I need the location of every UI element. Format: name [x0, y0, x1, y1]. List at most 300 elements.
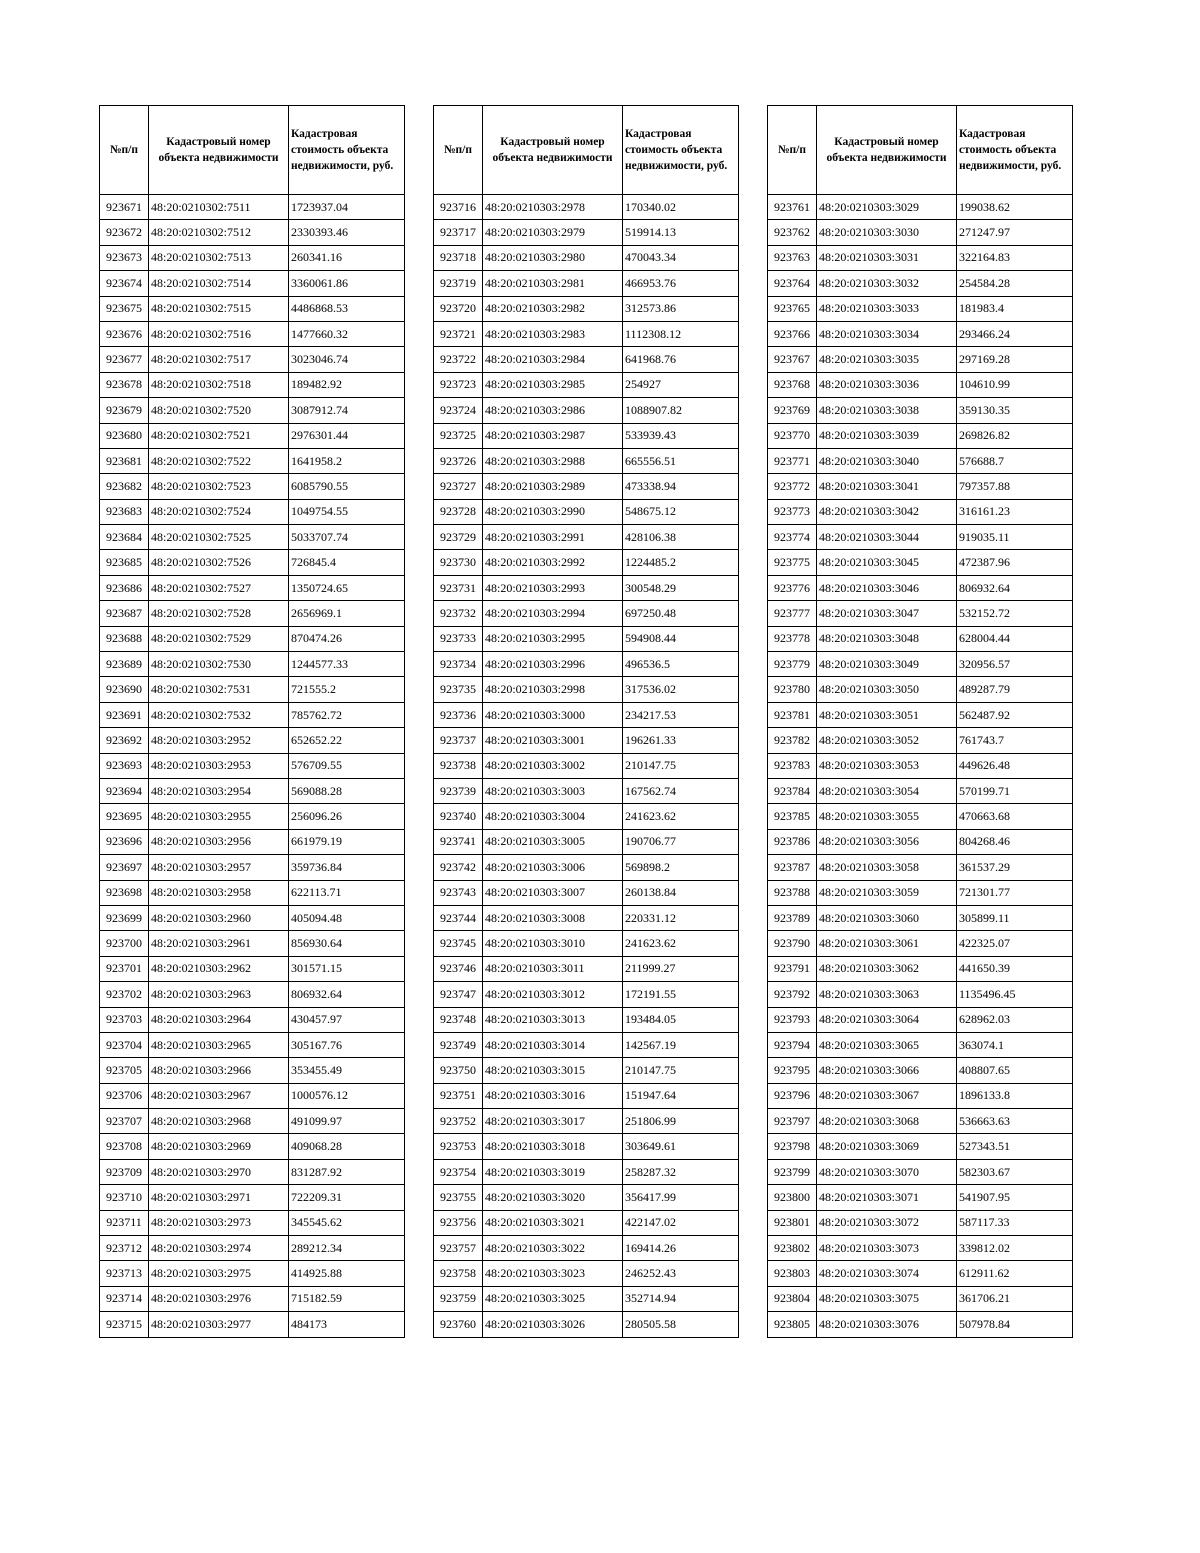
- cell-cadastral-number: 48:20:0210303:3006: [483, 855, 623, 880]
- cell-cadastral-value: 697250.48: [623, 601, 739, 626]
- cell-cadastral-value: 312573.86: [623, 296, 739, 321]
- table-row: [100, 448, 405, 473]
- cell-cadastral-number: 48:20:0210303:3029: [817, 195, 957, 220]
- cell-row-number: 923702: [100, 982, 149, 1007]
- table-header-row: [434, 106, 739, 195]
- cell-cadastral-value: 721555.2: [289, 677, 405, 702]
- cell-row-number: 923778: [768, 626, 817, 651]
- cell-cadastral-number: 48:20:0210303:3004: [483, 804, 623, 829]
- cell-row-number: 923733: [434, 626, 483, 651]
- cell-row-number: 923781: [768, 702, 817, 727]
- cell-cadastral-number: 48:20:0210303:3063: [817, 982, 957, 1007]
- cell-cadastral-value: 570199.71: [957, 778, 1073, 803]
- cell-row-number: 923711: [100, 1210, 149, 1235]
- cell-row-number: 923746: [434, 956, 483, 981]
- table-header-row: [768, 106, 1073, 195]
- cell-row-number: 923717: [434, 220, 483, 245]
- cell-cadastral-number: 48:20:0210303:2964: [149, 1007, 289, 1032]
- cell-row-number: 923759: [434, 1286, 483, 1311]
- table-row: [434, 296, 739, 321]
- table-row: [100, 245, 405, 270]
- col-header-number: №п/п: [768, 106, 817, 195]
- cell-cadastral-number: 48:20:0210302:7527: [149, 575, 289, 600]
- table-row: [768, 652, 1073, 677]
- cell-cadastral-value: 761743.7: [957, 728, 1073, 753]
- cell-row-number: 923776: [768, 575, 817, 600]
- cell-cadastral-value: 405094.48: [289, 905, 405, 930]
- cell-cadastral-number: 48:20:0210303:2982: [483, 296, 623, 321]
- cell-row-number: 923757: [434, 1236, 483, 1261]
- cell-cadastral-value: 151947.64: [623, 1083, 739, 1108]
- cell-cadastral-number: 48:20:0210303:3062: [817, 956, 957, 981]
- table-row: [100, 652, 405, 677]
- table-row: [768, 423, 1073, 448]
- cell-cadastral-value: 726845.4: [289, 550, 405, 575]
- table-row: [434, 1032, 739, 1057]
- table-row: [768, 1185, 1073, 1210]
- cell-cadastral-value: 491099.97: [289, 1109, 405, 1134]
- cell-cadastral-number: 48:20:0210303:3033: [817, 296, 957, 321]
- cell-cadastral-number: 48:20:0210303:2978: [483, 195, 623, 220]
- cell-cadastral-value: 167562.74: [623, 778, 739, 803]
- col-header-cadastral-value: Кадастровая стоимость объекта недвижимости, руб.: [623, 106, 739, 195]
- table-row: [768, 195, 1073, 220]
- cell-row-number: 923792: [768, 982, 817, 1007]
- table-row: [434, 1210, 739, 1235]
- table-row: [100, 575, 405, 600]
- cell-row-number: 923696: [100, 829, 149, 854]
- cell-row-number: 923718: [434, 245, 483, 270]
- cell-cadastral-number: 48:20:0210303:3072: [817, 1210, 957, 1235]
- cell-cadastral-value: 2330393.46: [289, 220, 405, 245]
- cell-cadastral-value: 260341.16: [289, 245, 405, 270]
- cell-row-number: 923758: [434, 1261, 483, 1286]
- cell-row-number: 923788: [768, 880, 817, 905]
- table-row: [768, 778, 1073, 803]
- cell-row-number: 923744: [434, 905, 483, 930]
- cell-cadastral-value: 797357.88: [957, 474, 1073, 499]
- table-row: [100, 271, 405, 296]
- cell-cadastral-number: 48:20:0210303:2979: [483, 220, 623, 245]
- cell-row-number: 923770: [768, 423, 817, 448]
- cell-cadastral-number: 48:20:0210303:3031: [817, 245, 957, 270]
- col-header-cadastral-number: Кадастровый номер объекта недвижимости: [817, 106, 957, 195]
- cell-row-number: 923787: [768, 855, 817, 880]
- cell-cadastral-value: 1224485.2: [623, 550, 739, 575]
- cell-cadastral-number: 48:20:0210303:3022: [483, 1236, 623, 1261]
- cell-cadastral-value: 359736.84: [289, 855, 405, 880]
- cell-cadastral-number: 48:20:0210303:2971: [149, 1185, 289, 1210]
- cell-cadastral-number: 48:20:0210303:3068: [817, 1109, 957, 1134]
- cell-cadastral-number: 48:20:0210303:2952: [149, 728, 289, 753]
- cell-cadastral-number: 48:20:0210302:7514: [149, 271, 289, 296]
- cell-row-number: 923721: [434, 321, 483, 346]
- table-row: [434, 372, 739, 397]
- cell-cadastral-value: 5033707.74: [289, 525, 405, 550]
- cell-cadastral-value: 484173: [289, 1312, 405, 1337]
- cell-cadastral-number: 48:20:0210303:3035: [817, 347, 957, 372]
- cell-cadastral-number: 48:20:0210302:7515: [149, 296, 289, 321]
- table-row: [768, 1058, 1073, 1083]
- table-row: [434, 1007, 739, 1032]
- table-row: [100, 1236, 405, 1261]
- cell-cadastral-number: 48:20:0210303:2984: [483, 347, 623, 372]
- col-header-number: №п/п: [434, 106, 483, 195]
- cell-row-number: 923738: [434, 753, 483, 778]
- table-row: [100, 905, 405, 930]
- cell-row-number: 923780: [768, 677, 817, 702]
- table-row: [434, 626, 739, 651]
- cell-cadastral-number: 48:20:0210302:7522: [149, 448, 289, 473]
- table-row: [434, 880, 739, 905]
- cell-cadastral-number: 48:20:0210303:3034: [817, 321, 957, 346]
- cell-cadastral-number: 48:20:0210303:3059: [817, 880, 957, 905]
- cell-cadastral-number: 48:20:0210303:3051: [817, 702, 957, 727]
- cell-cadastral-value: 527343.51: [957, 1134, 1073, 1159]
- table-row: [434, 550, 739, 575]
- cell-cadastral-value: 269826.82: [957, 423, 1073, 448]
- table-row: [100, 728, 405, 753]
- cell-cadastral-value: 352714.94: [623, 1286, 739, 1311]
- table-row: [768, 372, 1073, 397]
- cell-cadastral-number: 48:20:0210303:3016: [483, 1083, 623, 1108]
- cell-cadastral-value: 470663.68: [957, 804, 1073, 829]
- cell-row-number: 923752: [434, 1109, 483, 1134]
- cell-cadastral-number: 48:20:0210303:3076: [817, 1312, 957, 1337]
- cell-row-number: 923743: [434, 880, 483, 905]
- cell-cadastral-number: 48:20:0210302:7516: [149, 321, 289, 346]
- cell-row-number: 923716: [434, 195, 483, 220]
- table-row: [434, 1109, 739, 1134]
- table-row: [100, 931, 405, 956]
- cell-cadastral-value: 428106.38: [623, 525, 739, 550]
- table-row: [768, 1312, 1073, 1337]
- table-row: [768, 982, 1073, 1007]
- table-row: [100, 601, 405, 626]
- cadastral-table-1: [99, 105, 405, 1338]
- cell-row-number: 923756: [434, 1210, 483, 1235]
- cell-row-number: 923749: [434, 1032, 483, 1057]
- cell-row-number: 923683: [100, 499, 149, 524]
- cell-cadastral-value: 856930.64: [289, 931, 405, 956]
- cell-row-number: 923773: [768, 499, 817, 524]
- cell-cadastral-number: 48:20:0210303:3017: [483, 1109, 623, 1134]
- table-row: [768, 1261, 1073, 1286]
- cell-cadastral-value: 361537.29: [957, 855, 1073, 880]
- table-body: [434, 195, 739, 1338]
- table-header-row: [100, 106, 405, 195]
- cell-cadastral-number: 48:20:0210303:3030: [817, 220, 957, 245]
- cell-cadastral-number: 48:20:0210302:7528: [149, 601, 289, 626]
- cell-cadastral-number: 48:20:0210302:7526: [149, 550, 289, 575]
- table-row: [768, 1109, 1073, 1134]
- cell-row-number: 923713: [100, 1261, 149, 1286]
- cell-cadastral-number: 48:20:0210303:3074: [817, 1261, 957, 1286]
- cell-row-number: 923689: [100, 652, 149, 677]
- cell-row-number: 923686: [100, 575, 149, 600]
- cell-cadastral-number: 48:20:0210303:3061: [817, 931, 957, 956]
- table-row: [768, 1032, 1073, 1057]
- cell-cadastral-value: 414925.88: [289, 1261, 405, 1286]
- table-row: [100, 347, 405, 372]
- cell-cadastral-number: 48:20:0210303:3048: [817, 626, 957, 651]
- cell-row-number: 923730: [434, 550, 483, 575]
- cell-cadastral-value: 271247.97: [957, 220, 1073, 245]
- table-row: [768, 1210, 1073, 1235]
- table-row: [434, 499, 739, 524]
- cell-cadastral-value: 246252.43: [623, 1261, 739, 1286]
- cell-cadastral-number: 48:20:0210302:7520: [149, 398, 289, 423]
- cell-cadastral-number: 48:20:0210303:2973: [149, 1210, 289, 1235]
- cell-cadastral-value: 241623.62: [623, 931, 739, 956]
- cell-cadastral-number: 48:20:0210303:3011: [483, 956, 623, 981]
- cell-cadastral-value: 1350724.65: [289, 575, 405, 600]
- cell-cadastral-value: 170340.02: [623, 195, 739, 220]
- table-row: [100, 525, 405, 550]
- cell-cadastral-number: 48:20:0210303:3038: [817, 398, 957, 423]
- cell-cadastral-number: 48:20:0210303:3050: [817, 677, 957, 702]
- cell-cadastral-number: 48:20:0210303:3025: [483, 1286, 623, 1311]
- cell-cadastral-number: 48:20:0210302:7531: [149, 677, 289, 702]
- table-row: [434, 1134, 739, 1159]
- cell-cadastral-value: 3023046.74: [289, 347, 405, 372]
- cell-cadastral-number: 48:20:0210302:7511: [149, 195, 289, 220]
- cell-cadastral-value: 1112308.12: [623, 321, 739, 346]
- cell-cadastral-number: 48:20:0210303:3021: [483, 1210, 623, 1235]
- cell-cadastral-number: 48:20:0210303:2954: [149, 778, 289, 803]
- cell-cadastral-value: 300548.29: [623, 575, 739, 600]
- cell-cadastral-value: 1244577.33: [289, 652, 405, 677]
- cell-row-number: 923760: [434, 1312, 483, 1337]
- cell-row-number: 923800: [768, 1185, 817, 1210]
- cell-cadastral-value: 289212.34: [289, 1236, 405, 1261]
- cell-row-number: 923785: [768, 804, 817, 829]
- cell-row-number: 923761: [768, 195, 817, 220]
- cell-cadastral-number: 48:20:0210303:2974: [149, 1236, 289, 1261]
- cell-cadastral-number: 48:20:0210303:2953: [149, 753, 289, 778]
- cell-cadastral-number: 48:20:0210303:3003: [483, 778, 623, 803]
- cell-cadastral-value: 661979.19: [289, 829, 405, 854]
- cell-cadastral-number: 48:20:0210303:3000: [483, 702, 623, 727]
- cell-row-number: 923775: [768, 550, 817, 575]
- cell-cadastral-value: 587117.33: [957, 1210, 1073, 1235]
- cell-cadastral-number: 48:20:0210302:7513: [149, 245, 289, 270]
- cell-row-number: 923795: [768, 1058, 817, 1083]
- table-row: [768, 550, 1073, 575]
- cell-row-number: 923790: [768, 931, 817, 956]
- cell-cadastral-number: 48:20:0210302:7530: [149, 652, 289, 677]
- cell-cadastral-number: 48:20:0210303:3013: [483, 1007, 623, 1032]
- cell-cadastral-number: 48:20:0210303:2960: [149, 905, 289, 930]
- cell-cadastral-value: 1896133.8: [957, 1083, 1073, 1108]
- cell-row-number: 923709: [100, 1159, 149, 1184]
- table-row: [434, 1159, 739, 1184]
- cell-cadastral-number: 48:20:0210303:2996: [483, 652, 623, 677]
- cell-row-number: 923766: [768, 321, 817, 346]
- cell-cadastral-value: 251806.99: [623, 1109, 739, 1134]
- cell-row-number: 923673: [100, 245, 149, 270]
- table-row: [100, 677, 405, 702]
- cell-row-number: 923679: [100, 398, 149, 423]
- cell-cadastral-value: 594908.44: [623, 626, 739, 651]
- cell-row-number: 923729: [434, 525, 483, 550]
- cell-row-number: 923750: [434, 1058, 483, 1083]
- table-row: [434, 601, 739, 626]
- cell-cadastral-value: 408807.65: [957, 1058, 1073, 1083]
- table-row: [434, 905, 739, 930]
- col-header-cadastral-number: Кадастровый номер объекта недвижимости: [483, 106, 623, 195]
- cell-row-number: 923732: [434, 601, 483, 626]
- cell-row-number: 923695: [100, 804, 149, 829]
- table-row: [100, 626, 405, 651]
- cell-cadastral-number: 48:20:0210303:3053: [817, 753, 957, 778]
- cell-cadastral-value: 806932.64: [957, 575, 1073, 600]
- cell-cadastral-number: 48:20:0210302:7529: [149, 626, 289, 651]
- cell-row-number: 923767: [768, 347, 817, 372]
- cell-cadastral-number: 48:20:0210303:3069: [817, 1134, 957, 1159]
- cell-cadastral-number: 48:20:0210303:2993: [483, 575, 623, 600]
- table-row: [434, 778, 739, 803]
- table-row: [100, 855, 405, 880]
- table-row: [100, 804, 405, 829]
- cell-row-number: 923694: [100, 778, 149, 803]
- cell-row-number: 923710: [100, 1185, 149, 1210]
- cell-cadastral-number: 48:20:0210303:3060: [817, 905, 957, 930]
- cell-cadastral-number: 48:20:0210303:3002: [483, 753, 623, 778]
- cell-cadastral-value: 532152.72: [957, 601, 1073, 626]
- cell-cadastral-value: 1723937.04: [289, 195, 405, 220]
- cell-cadastral-value: 220331.12: [623, 905, 739, 930]
- table-row: [768, 677, 1073, 702]
- table-row: [768, 575, 1073, 600]
- cell-row-number: 923704: [100, 1032, 149, 1057]
- cell-row-number: 923771: [768, 448, 817, 473]
- cell-cadastral-number: 48:20:0210303:2990: [483, 499, 623, 524]
- cell-cadastral-value: 569898.2: [623, 855, 739, 880]
- cell-cadastral-number: 48:20:0210302:7517: [149, 347, 289, 372]
- cell-cadastral-value: 339812.02: [957, 1236, 1073, 1261]
- table-row: [100, 220, 405, 245]
- cell-row-number: 923712: [100, 1236, 149, 1261]
- cell-row-number: 923782: [768, 728, 817, 753]
- table-body: [100, 195, 405, 1338]
- cell-cadastral-value: 622113.71: [289, 880, 405, 905]
- cell-cadastral-number: 48:20:0210303:2992: [483, 550, 623, 575]
- cell-cadastral-number: 48:20:0210303:3008: [483, 905, 623, 930]
- cell-cadastral-value: 190706.77: [623, 829, 739, 854]
- table-row: [434, 804, 739, 829]
- cell-cadastral-number: 48:20:0210303:2987: [483, 423, 623, 448]
- cell-row-number: 923699: [100, 905, 149, 930]
- table-row: [100, 1083, 405, 1108]
- cell-cadastral-number: 48:20:0210303:2967: [149, 1083, 289, 1108]
- cell-cadastral-number: 48:20:0210303:3001: [483, 728, 623, 753]
- cell-cadastral-value: 301571.15: [289, 956, 405, 981]
- cell-row-number: 923676: [100, 321, 149, 346]
- table-row: [100, 982, 405, 1007]
- cell-cadastral-value: 297169.28: [957, 347, 1073, 372]
- table-row: [768, 829, 1073, 854]
- cell-row-number: 923774: [768, 525, 817, 550]
- col-header-cadastral-number: Кадастровый номер объекта недвижимости: [149, 106, 289, 195]
- cell-row-number: 923779: [768, 652, 817, 677]
- table-row: [768, 398, 1073, 423]
- table-row: [768, 499, 1073, 524]
- table-row: [100, 474, 405, 499]
- table-row: [768, 220, 1073, 245]
- table-row: [100, 1007, 405, 1032]
- cell-row-number: 923693: [100, 753, 149, 778]
- cell-cadastral-number: 48:20:0210303:2994: [483, 601, 623, 626]
- cell-cadastral-number: 48:20:0210302:7525: [149, 525, 289, 550]
- cell-cadastral-number: 48:20:0210303:2980: [483, 245, 623, 270]
- table-row: [100, 880, 405, 905]
- table-row: [100, 778, 405, 803]
- cell-cadastral-value: 196261.33: [623, 728, 739, 753]
- cell-cadastral-value: 3360061.86: [289, 271, 405, 296]
- cell-cadastral-number: 48:20:0210303:3010: [483, 931, 623, 956]
- cell-cadastral-value: 316161.23: [957, 499, 1073, 524]
- cell-cadastral-value: 548675.12: [623, 499, 739, 524]
- cell-cadastral-number: 48:20:0210303:2965: [149, 1032, 289, 1057]
- cell-cadastral-value: 2976301.44: [289, 423, 405, 448]
- cell-cadastral-number: 48:20:0210303:3042: [817, 499, 957, 524]
- table-row: [100, 1159, 405, 1184]
- cell-cadastral-number: 48:20:0210303:3007: [483, 880, 623, 905]
- cell-cadastral-number: 48:20:0210303:3023: [483, 1261, 623, 1286]
- cell-row-number: 923690: [100, 677, 149, 702]
- cell-cadastral-value: 665556.51: [623, 448, 739, 473]
- cell-row-number: 923674: [100, 271, 149, 296]
- table-row: [434, 1261, 739, 1286]
- cell-cadastral-number: 48:20:0210303:2969: [149, 1134, 289, 1159]
- cell-cadastral-number: 48:20:0210303:2957: [149, 855, 289, 880]
- cell-cadastral-value: 919035.11: [957, 525, 1073, 550]
- cell-row-number: 923714: [100, 1286, 149, 1311]
- cell-row-number: 923701: [100, 956, 149, 981]
- cell-row-number: 923751: [434, 1083, 483, 1108]
- cell-cadastral-value: 280505.58: [623, 1312, 739, 1337]
- cell-cadastral-number: 48:20:0210303:2998: [483, 677, 623, 702]
- cell-cadastral-number: 48:20:0210303:3067: [817, 1083, 957, 1108]
- cell-row-number: 923764: [768, 271, 817, 296]
- table-row: [434, 931, 739, 956]
- table-row: [434, 728, 739, 753]
- cell-row-number: 923682: [100, 474, 149, 499]
- cell-cadastral-number: 48:20:0210302:7521: [149, 423, 289, 448]
- cell-cadastral-number: 48:20:0210303:2956: [149, 829, 289, 854]
- cell-cadastral-number: 48:20:0210303:3075: [817, 1286, 957, 1311]
- cell-cadastral-value: 305899.11: [957, 905, 1073, 930]
- cell-cadastral-value: 806932.64: [289, 982, 405, 1007]
- cell-row-number: 923783: [768, 753, 817, 778]
- cell-cadastral-value: 303649.61: [623, 1134, 739, 1159]
- cell-cadastral-number: 48:20:0210303:2989: [483, 474, 623, 499]
- cell-cadastral-number: 48:20:0210303:3071: [817, 1185, 957, 1210]
- table-row: [768, 474, 1073, 499]
- table-row: [100, 1058, 405, 1083]
- cell-row-number: 923777: [768, 601, 817, 626]
- table-row: [434, 1286, 739, 1311]
- cell-cadastral-value: 785762.72: [289, 702, 405, 727]
- cell-row-number: 923700: [100, 931, 149, 956]
- cell-row-number: 923677: [100, 347, 149, 372]
- cell-cadastral-value: 1641958.2: [289, 448, 405, 473]
- cell-row-number: 923754: [434, 1159, 483, 1184]
- cell-cadastral-number: 48:20:0210302:7518: [149, 372, 289, 397]
- cell-cadastral-value: 715182.59: [289, 1286, 405, 1311]
- table-row: [434, 474, 739, 499]
